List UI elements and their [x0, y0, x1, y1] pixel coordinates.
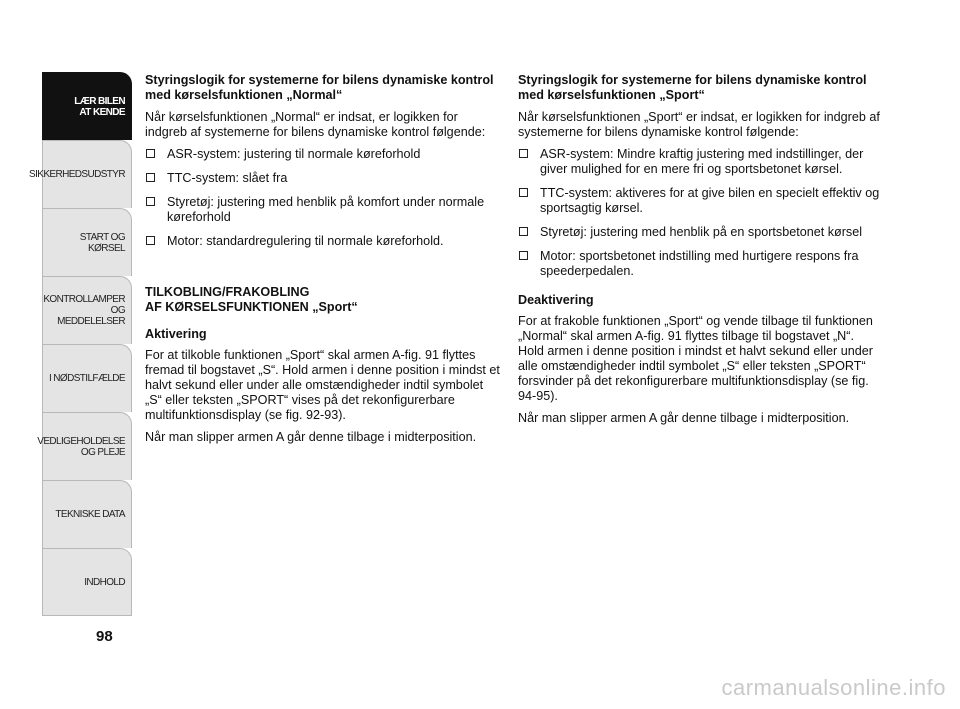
list-item: ASR-system: Mindre kraftig justering med indstillinger, der giver mulighed for en mere fri og sportsbetonet kørsel. — [518, 147, 883, 177]
checkbox-bullet-icon — [519, 149, 528, 158]
checkbox-bullet-icon — [519, 188, 528, 197]
paragraph: Når kørselsfunktionen „Normal“ er indsat, er logikken for indgreb af systemerne for bilens dynamiske kontrol følgende: — [145, 110, 486, 139]
checkbox-bullet-icon — [146, 197, 155, 206]
subheading-aktivering: Aktivering — [145, 327, 207, 341]
bullet-list — [145, 147, 500, 249]
page-number: 98 — [96, 628, 113, 645]
right-column — [518, 73, 883, 433]
section-title: TILKOBLING/FRAKOBLING AF KØRSELSFUNKTIONEN „Sport“ — [145, 285, 358, 314]
list-item: TTC-system: slået fra — [145, 171, 500, 186]
subheading-deaktivering: Deaktivering — [518, 293, 594, 307]
tab-sikkerhedsudstyr[interactable]: SIKKERHEDSUDSTYR — [42, 140, 132, 208]
paragraph: Når man slipper armen A går denne tilbage i midterposition. — [518, 411, 850, 425]
tab-indhold[interactable]: INDHOLD — [42, 548, 132, 616]
paragraph: Når kørselsfunktionen „Sport“ er indsat, er logikken for indgreb af systemerne for bilens dynamiske kontrol følgende: — [518, 110, 880, 139]
list-item: TTC-system: aktiveres for at give bilen en specielt effektiv og sportsagtig kørsel. — [518, 186, 883, 216]
list-item: Styretøj: justering med henblik på en sportsbetonet kørsel — [518, 225, 883, 240]
tab-i-nodstilfaelde[interactable]: I NØDSTILFÆLDE — [42, 344, 132, 412]
checkbox-bullet-icon — [146, 236, 155, 245]
list-item: Motor: standardregulering til normale køreforhold. — [145, 234, 500, 249]
chapter-sidebar — [29, 72, 132, 616]
left-column — [145, 73, 500, 452]
checkbox-bullet-icon — [519, 251, 528, 260]
section-heading: Styringslogik for systemerne for bilens dynamiske kontrol med kørselsfunktionen „Sport“ — [518, 73, 867, 102]
list-item: Styretøj: justering med henblik på komfort under normale køreforhold — [145, 195, 500, 225]
tab-tekniske-data[interactable]: TEKNISKE DATA — [42, 480, 132, 548]
section-heading: Styringslogik for systemerne for bilens dynamiske kontrol med kørselsfunktionen „Normal“ — [145, 73, 494, 102]
watermark: carmanualsonline.info — [721, 675, 946, 700]
checkbox-bullet-icon — [146, 149, 155, 158]
paragraph: For at tilkoble funktionen „Sport“ skal armen A-fig. 91 flyttes fremad til bogstavet „S“. Hold armen i denne position i mindst et halvt sekund eller under alle omstændigheder indtil symbolet „S“ eller teksten „SPORT“ vises på det rekonfigurerbare multifunktionsdisplay (se fig. 92-93). — [145, 348, 500, 422]
paragraph: Når man slipper armen A går denne tilbage i midterposition. — [145, 430, 477, 444]
list-item: Motor: sportsbetonet indstilling med hurtigere respons fra speederpedalen. — [518, 249, 883, 279]
tab-laer-bilen-at-kende[interactable]: LÆR BILEN AT KENDE — [42, 72, 132, 140]
paragraph: For at frakoble funktionen „Sport“ og vende tilbage til funktionen „Normal“ skal armen A-fig. 91 flyttes tilbage til bogstavet „N“. Hold armen i denne position i mindst et halvt sekund eller under alle omstændigheder indtil symbolet „S“ eller teksten „SPORT“ forsvinder på det rekonfigurerbare multifunktionsdisplay (se fig. 94-95). — [518, 314, 873, 403]
list-item: ASR-system: justering til normale køreforhold — [145, 147, 500, 162]
tab-start-og-korsel[interactable]: START OG KØRSEL — [42, 208, 132, 276]
tab-kontrollamper[interactable]: KONTROLLAMPER OG MEDDELELSER — [42, 276, 132, 344]
checkbox-bullet-icon — [519, 227, 528, 236]
checkbox-bullet-icon — [146, 173, 155, 182]
tab-vedligeholdelse[interactable]: VEDLIGEHOLDELSE OG PLEJE — [42, 412, 132, 480]
bullet-list — [518, 147, 883, 279]
